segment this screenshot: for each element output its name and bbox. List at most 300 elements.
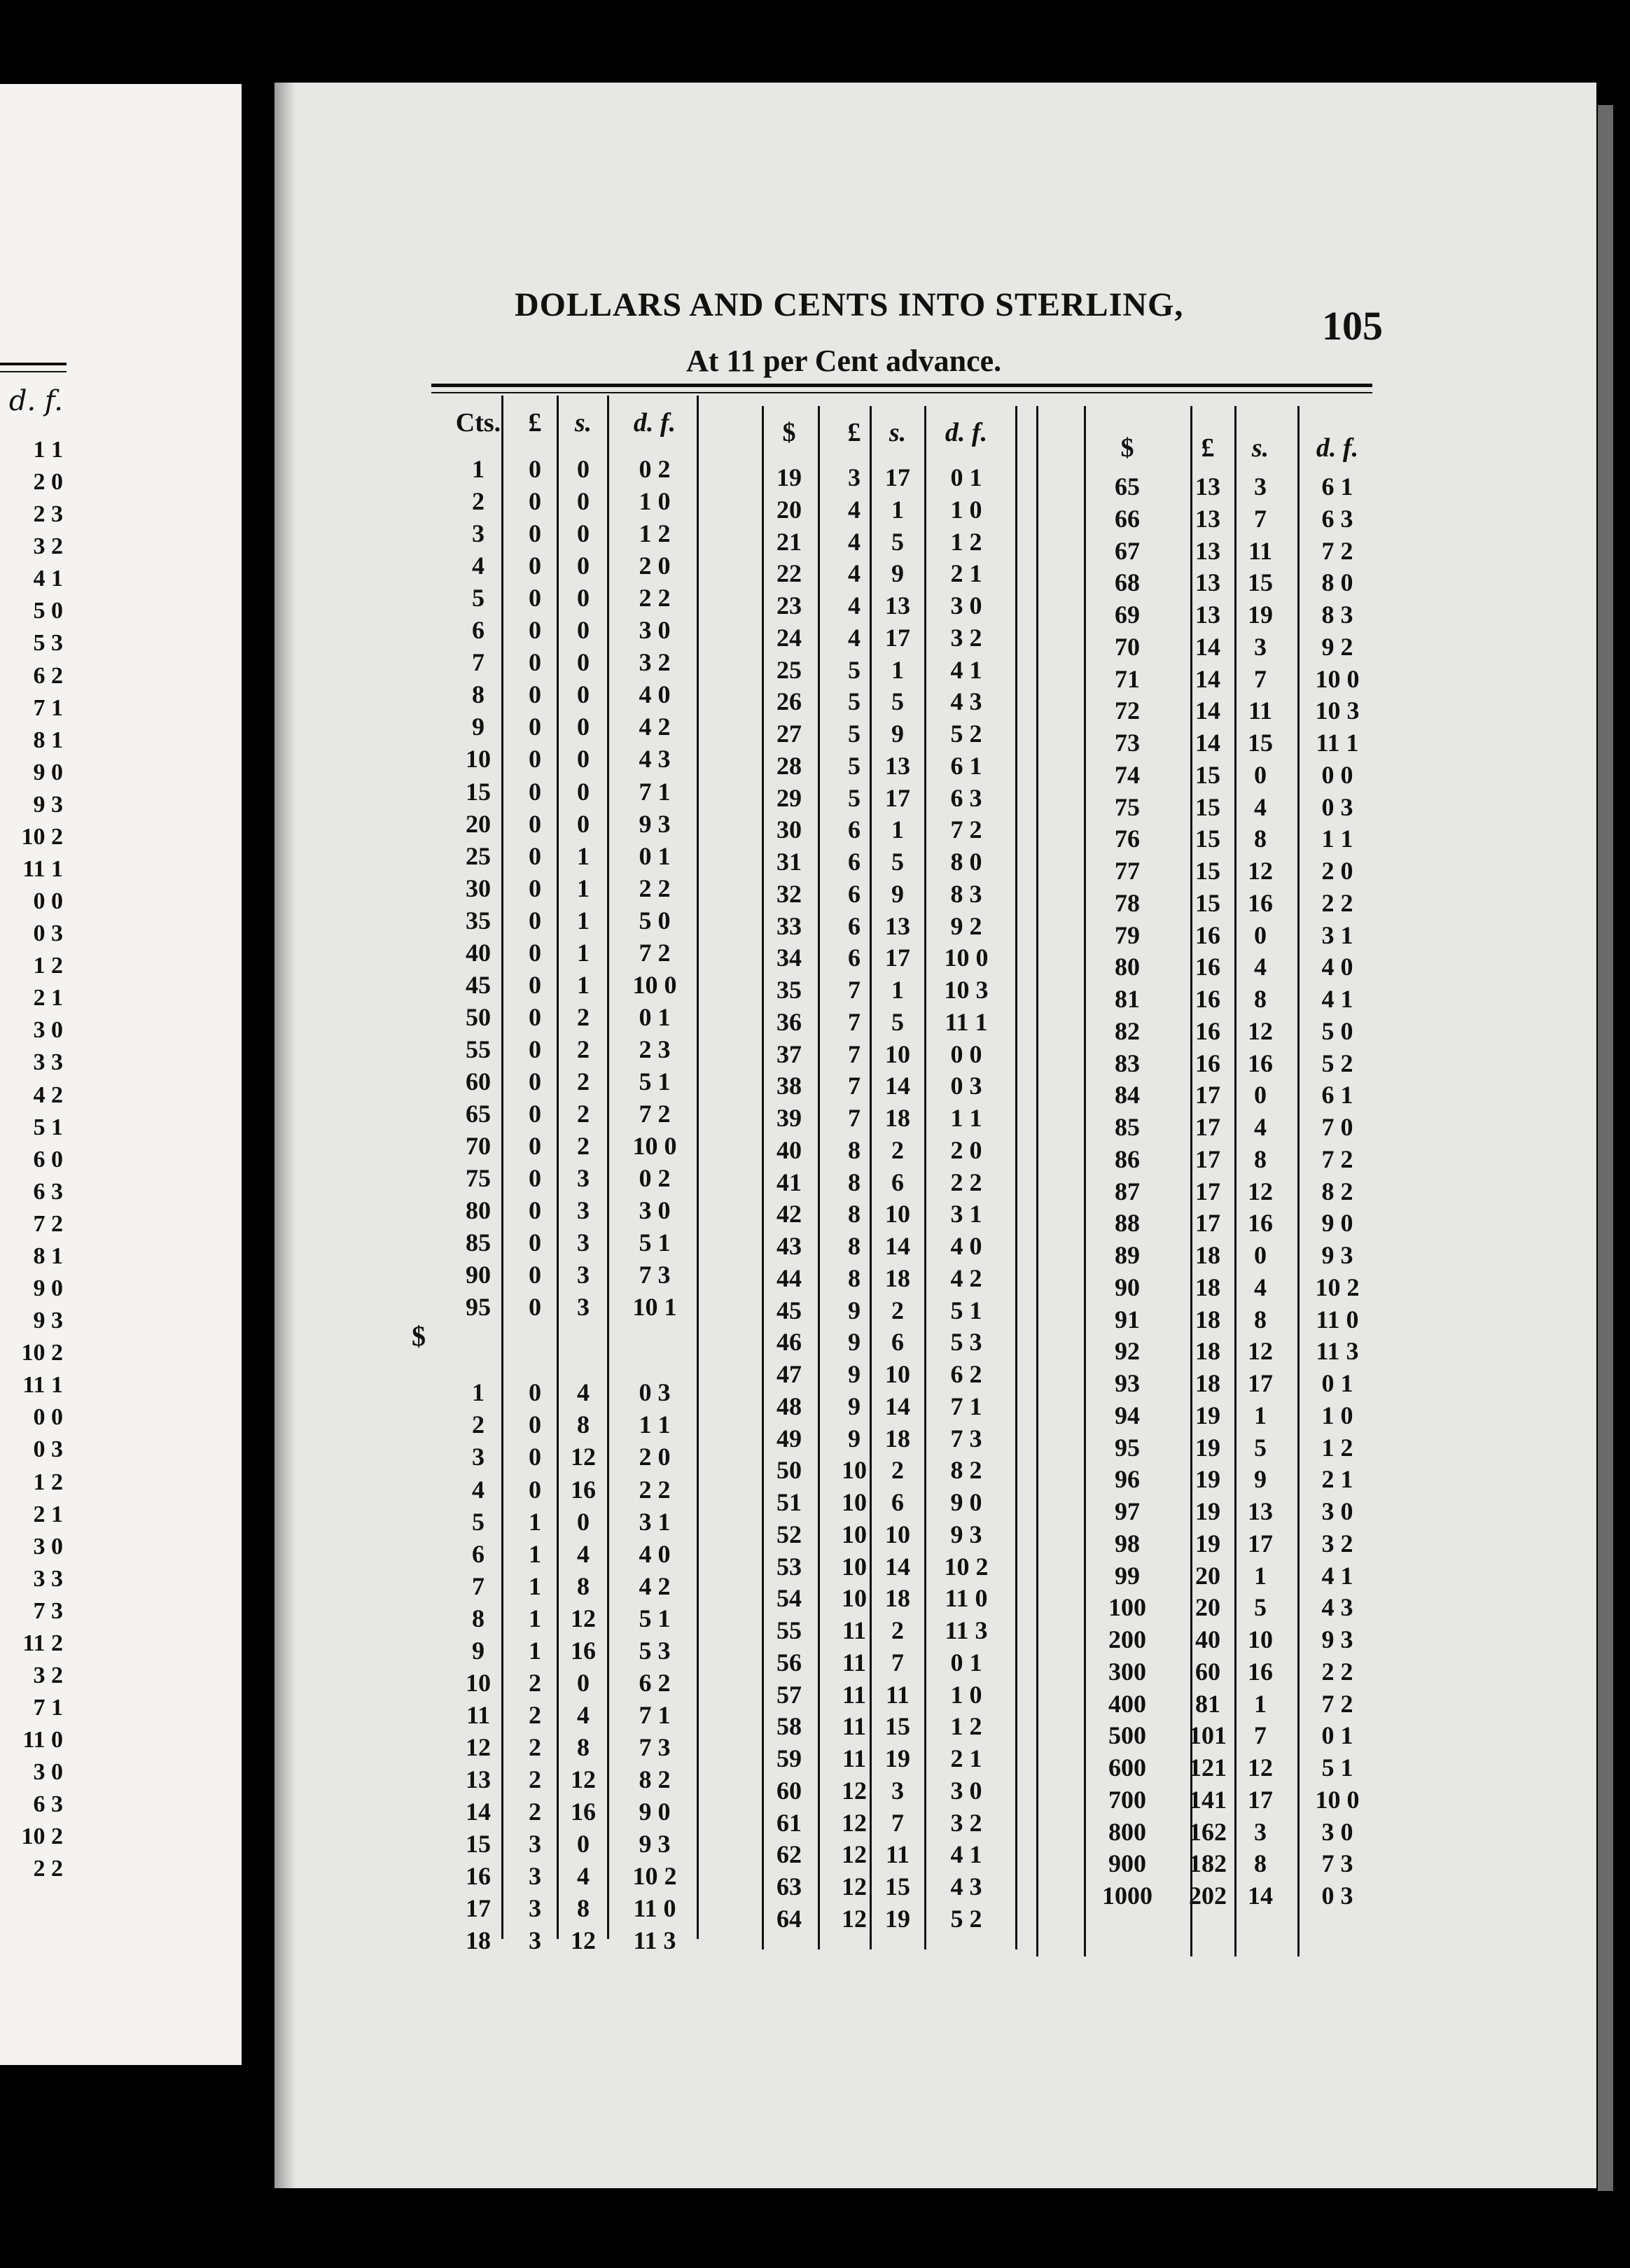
- cell-pence-farthings: 8 2: [950, 1456, 982, 1485]
- cell-pence-farthings: 1 0: [1321, 1401, 1353, 1429]
- cell-pence-farthings: 9 3: [639, 809, 671, 838]
- cell-shillings: 14: [1248, 1882, 1273, 1910]
- cell-pounds: 12: [842, 1808, 867, 1837]
- cell-pence-farthings: 10 2: [632, 1862, 677, 1891]
- cell-pounds: 1: [529, 1507, 541, 1536]
- cell-amount: 5: [472, 584, 485, 612]
- cell-pounds: 5: [848, 751, 861, 780]
- cell-amount: 7: [472, 648, 485, 677]
- cell-pence-farthings: 11 3: [1316, 1337, 1359, 1366]
- cell-shillings: 16: [1248, 1657, 1273, 1686]
- cell-pounds: 0: [529, 1378, 541, 1407]
- cell-pounds: 13: [1195, 504, 1220, 533]
- cell-shillings: 1: [891, 655, 904, 684]
- cell-pounds: 12: [842, 1776, 867, 1805]
- cell-pounds: 121: [1189, 1754, 1227, 1782]
- cell-shillings: 16: [1248, 888, 1273, 917]
- cell-amount: 50: [466, 1002, 491, 1031]
- cell-pounds: 19: [1195, 1529, 1220, 1558]
- cell-pounds: 0: [529, 970, 541, 999]
- cell-shillings: 4: [577, 1378, 590, 1407]
- left-row: 8 1: [33, 1242, 63, 1269]
- cell-pence-farthings: 10 0: [1315, 1785, 1360, 1814]
- cell-shillings: 12: [571, 1443, 596, 1471]
- cell-shillings: 17: [885, 623, 910, 652]
- cell-amount: 67: [1115, 536, 1140, 565]
- cell-pounds: 7: [848, 1040, 861, 1068]
- cell-pounds: 8: [848, 1264, 861, 1292]
- cell-amount: 12: [466, 1732, 491, 1761]
- cell-pounds: 5: [848, 687, 861, 716]
- cell-pounds: 19: [1195, 1497, 1220, 1525]
- cell-pence-farthings: 7 1: [639, 777, 671, 806]
- cell-pounds: 19: [1195, 1433, 1220, 1462]
- cell-pence-farthings: 7 0: [1321, 1113, 1353, 1141]
- cell-amount: 38: [776, 1072, 802, 1100]
- cell-amount: 6: [472, 616, 485, 645]
- cell-shillings: 16: [571, 1475, 596, 1504]
- cell-amount: 71: [1115, 664, 1140, 693]
- cell-shillings: 8: [1254, 1305, 1267, 1334]
- cell-shillings: 7: [891, 1648, 904, 1676]
- cell-pence-farthings: 0 1: [1321, 1721, 1353, 1750]
- cell-pounds: 6: [848, 911, 861, 940]
- cell-shillings: 13: [1248, 1497, 1273, 1525]
- cell-amount: 43: [776, 1232, 802, 1260]
- left-row: 4 2: [33, 1082, 63, 1108]
- left-row: 9 3: [33, 1308, 63, 1334]
- cell-pence-farthings: 3 0: [1321, 1497, 1353, 1525]
- cell-pence-farthings: 0 3: [1321, 1882, 1353, 1910]
- header-shillings: s.: [1251, 433, 1269, 463]
- cell-amount: 60: [466, 1067, 491, 1096]
- cell-amount: 25: [466, 841, 491, 870]
- cell-shillings: 17: [885, 463, 910, 491]
- left-row: 10 2: [21, 1823, 63, 1850]
- cell-pounds: 18: [1195, 1273, 1220, 1301]
- cell-pounds: 0: [529, 1132, 541, 1161]
- cell-shillings: 7: [1254, 1721, 1267, 1750]
- cell-amount: 96: [1115, 1465, 1140, 1494]
- cell-pounds: 0: [529, 487, 541, 516]
- cell-pounds: 16: [1195, 985, 1220, 1013]
- cell-pence-farthings: 5 1: [639, 1228, 671, 1257]
- cell-pence-farthings: 0 0: [950, 1040, 982, 1068]
- cell-pounds: 10: [842, 1456, 867, 1485]
- left-row: 2 3: [33, 501, 63, 528]
- cell-amount: 17: [466, 1894, 491, 1923]
- cell-pence-farthings: 5 1: [1321, 1754, 1353, 1782]
- cell-amount: 6: [472, 1539, 485, 1568]
- left-header-rule-thin: [0, 371, 67, 372]
- cell-amount: 47: [776, 1360, 802, 1388]
- left-row: 0 3: [33, 1436, 63, 1463]
- cell-shillings: 13: [885, 911, 910, 940]
- cell-amount: 69: [1115, 601, 1140, 629]
- cell-pence-farthings: 8 0: [950, 848, 982, 876]
- left-row: 10 2: [21, 823, 63, 850]
- cell-pounds: 17: [1195, 1081, 1220, 1110]
- cell-pounds: 5: [848, 655, 861, 684]
- cell-pence-farthings: 4 0: [1321, 953, 1353, 981]
- cell-pounds: 11: [842, 1680, 866, 1709]
- cell-pounds: 16: [1195, 1016, 1220, 1045]
- cell-amount: 1000: [1102, 1882, 1152, 1910]
- cell-amount: 65: [1115, 472, 1140, 500]
- cell-pence-farthings: 10 2: [1315, 1273, 1360, 1301]
- cell-pounds: 0: [529, 841, 541, 870]
- cell-amount: 2: [472, 487, 485, 516]
- left-row: 3 0: [33, 1017, 63, 1044]
- left-row: 0 0: [33, 1404, 63, 1431]
- header-pounds: £: [847, 418, 861, 447]
- cell-pounds: 20: [1195, 1593, 1220, 1622]
- cell-pence-farthings: 0 3: [639, 1378, 671, 1407]
- cell-pence-farthings: 2 1: [950, 1744, 982, 1772]
- cell-pence-farthings: 0 3: [950, 1072, 982, 1100]
- cell-pence-farthings: 9 2: [950, 911, 982, 940]
- left-row: 5 1: [33, 1114, 63, 1140]
- cell-pounds: 9: [848, 1360, 861, 1388]
- cell-amount: 28: [776, 751, 802, 780]
- cell-pounds: 14: [1195, 696, 1220, 725]
- cell-amount: 83: [1115, 1049, 1140, 1077]
- cell-pounds: 0: [529, 777, 541, 806]
- left-row: 3 3: [33, 1565, 63, 1592]
- cell-amount: 80: [1115, 953, 1140, 981]
- cell-pence-farthings: 11 1: [945, 1007, 988, 1036]
- cell-pounds: 0: [529, 584, 541, 612]
- cell-pounds: 16: [1195, 953, 1220, 981]
- cell-shillings: 2: [577, 1035, 590, 1063]
- cell-shillings: 10: [885, 1520, 910, 1548]
- cell-amount: 800: [1108, 1817, 1146, 1846]
- header-pence-farthings: d. f.: [945, 418, 988, 447]
- cell-shillings: 14: [885, 1552, 910, 1581]
- left-row: 7 1: [33, 694, 63, 721]
- cell-shillings: 5: [891, 527, 904, 556]
- cell-pence-farthings: 1 1: [639, 1410, 671, 1439]
- cell-pence-farthings: 1 2: [639, 519, 671, 548]
- cell-amount: 35: [466, 906, 491, 934]
- cell-amount: 4: [472, 1475, 485, 1504]
- cell-amount: 16: [466, 1862, 491, 1891]
- cell-shillings: 3: [577, 1293, 590, 1322]
- cell-pence-farthings: 10 0: [632, 970, 677, 999]
- cell-pence-farthings: 2 0: [639, 552, 671, 580]
- cell-shillings: 18: [885, 1264, 910, 1292]
- left-row: 3 2: [33, 1662, 63, 1688]
- cell-amount: 48: [776, 1392, 802, 1420]
- cell-amount: 15: [466, 1830, 491, 1858]
- cell-pence-farthings: 9 0: [950, 1488, 982, 1516]
- cell-shillings: 6: [891, 1328, 904, 1357]
- cell-pounds: 0: [529, 616, 541, 645]
- cell-shillings: 1: [1254, 1401, 1267, 1429]
- cell-pence-farthings: 4 0: [950, 1232, 982, 1260]
- cell-pence-farthings: 6 1: [1321, 1081, 1353, 1110]
- cell-shillings: 14: [885, 1232, 910, 1260]
- cell-shillings: 10: [885, 1360, 910, 1388]
- cell-pounds: 202: [1189, 1882, 1227, 1910]
- cell-pounds: 11: [842, 1712, 866, 1741]
- cell-shillings: 4: [1254, 1273, 1267, 1301]
- cell-amount: 41: [776, 1168, 802, 1196]
- cell-shillings: 0: [577, 487, 590, 516]
- cell-pence-farthings: 3 1: [639, 1507, 671, 1536]
- cell-shillings: 2: [891, 1296, 904, 1324]
- cell-amount: 97: [1115, 1497, 1140, 1525]
- cell-amount: 52: [776, 1520, 802, 1548]
- cell-shillings: 3: [1254, 632, 1267, 661]
- cell-shillings: 18: [885, 1104, 910, 1132]
- cell-shillings: 12: [1248, 1754, 1273, 1782]
- cell-pence-farthings: 0 1: [639, 1002, 671, 1031]
- cell-pounds: 9: [848, 1392, 861, 1420]
- cell-pounds: 0: [529, 713, 541, 741]
- cell-shillings: 9: [1254, 1465, 1267, 1494]
- cell-pounds: 18: [1195, 1337, 1220, 1366]
- cell-pence-farthings: 0 1: [950, 1648, 982, 1676]
- cell-shillings: 11: [885, 1840, 910, 1869]
- cell-amount: 55: [776, 1616, 802, 1644]
- cell-shillings: 7: [1254, 664, 1267, 693]
- cell-amount: 27: [776, 720, 802, 748]
- cell-shillings: 12: [1248, 857, 1273, 885]
- cell-shillings: 2: [891, 1616, 904, 1644]
- cell-amount: 300: [1108, 1657, 1146, 1686]
- left-row: 4 1: [33, 566, 63, 592]
- cell-pounds: 10: [842, 1584, 867, 1613]
- cell-pence-farthings: 5 1: [639, 1604, 671, 1632]
- cell-amount: 22: [776, 559, 802, 588]
- cell-pounds: 0: [529, 1410, 541, 1439]
- cell-pence-farthings: 11 3: [633, 1926, 676, 1955]
- cell-pence-farthings: 9 3: [1321, 1241, 1353, 1269]
- cell-shillings: 17: [885, 783, 910, 812]
- cell-pence-farthings: 3 0: [639, 616, 671, 645]
- cell-amount: 72: [1115, 696, 1140, 725]
- cell-amount: 40: [776, 1135, 802, 1164]
- cell-pounds: 19: [1195, 1465, 1220, 1494]
- cell-amount: 80: [466, 1196, 491, 1225]
- cell-pounds: 0: [529, 1228, 541, 1257]
- cell-shillings: 17: [885, 944, 910, 972]
- cell-shillings: 0: [577, 1668, 590, 1697]
- cell-shillings: 0: [577, 745, 590, 774]
- cell-pence-farthings: 6 1: [1321, 472, 1353, 500]
- cell-amount: 88: [1115, 1209, 1140, 1238]
- cell-pence-farthings: 10 0: [944, 944, 989, 972]
- cell-shillings: 8: [577, 1894, 590, 1923]
- cell-shillings: 1: [577, 938, 590, 967]
- cell-pounds: 10: [842, 1488, 867, 1516]
- cell-pounds: 0: [529, 680, 541, 709]
- cell-shillings: 3: [577, 1196, 590, 1225]
- cell-pounds: 16: [1195, 920, 1220, 949]
- cell-shillings: 0: [577, 713, 590, 741]
- cell-shillings: 1: [577, 874, 590, 902]
- cell-pence-farthings: 9 2: [1321, 632, 1353, 661]
- cell-pence-farthings: 8 0: [1321, 568, 1353, 597]
- cell-pounds: 4: [848, 559, 861, 588]
- cell-pence-farthings: 5 0: [1321, 1016, 1353, 1045]
- cell-pence-farthings: 11 0: [1316, 1305, 1359, 1334]
- cell-shillings: 16: [1248, 1209, 1273, 1238]
- cell-pence-farthings: 7 3: [950, 1424, 982, 1452]
- cell-pence-farthings: 9 3: [950, 1520, 982, 1548]
- cell-amount: 34: [776, 944, 802, 972]
- cell-pounds: 6: [848, 879, 861, 908]
- left-row: 7 1: [33, 1695, 63, 1721]
- left-row: 3 3: [33, 1049, 63, 1076]
- cell-pence-farthings: 6 3: [950, 783, 982, 812]
- cell-pence-farthings: 1 0: [639, 487, 671, 516]
- cell-pence-farthings: 7 2: [1321, 1689, 1353, 1718]
- cell-pounds: 7: [848, 976, 861, 1004]
- cell-amount: 31: [776, 848, 802, 876]
- left-row: 0 3: [33, 920, 63, 947]
- cell-pence-farthings: 3 2: [639, 648, 671, 677]
- cell-pence-farthings: 0 1: [950, 463, 982, 491]
- cell-amount: 8: [472, 1604, 485, 1632]
- cell-pence-farthings: 10 0: [1315, 664, 1360, 693]
- cell-pounds: 3: [848, 463, 861, 491]
- cell-pence-farthings: 4 2: [950, 1264, 982, 1292]
- cell-shillings: 1: [891, 976, 904, 1004]
- cell-pence-farthings: 5 3: [950, 1328, 982, 1357]
- cell-amount: 33: [776, 911, 802, 940]
- cell-shillings: 16: [571, 1636, 596, 1665]
- cell-amount: 32: [776, 879, 802, 908]
- cell-pounds: 17: [1195, 1113, 1220, 1141]
- cell-pounds: 4: [848, 592, 861, 620]
- cell-shillings: 0: [577, 777, 590, 806]
- cell-amount: 49: [776, 1424, 802, 1452]
- cell-shillings: 0: [577, 809, 590, 838]
- cell-amount: 61: [776, 1808, 802, 1837]
- left-row: 5 0: [33, 598, 63, 624]
- cell-pence-farthings: 0 2: [639, 455, 671, 483]
- cell-pence-farthings: 7 2: [950, 816, 982, 844]
- cell-pounds: 6: [848, 848, 861, 876]
- cell-pence-farthings: 4 2: [639, 1572, 671, 1600]
- left-row: 9 3: [33, 791, 63, 818]
- cell-amount: 68: [1115, 568, 1140, 597]
- cell-pounds: 0: [529, 552, 541, 580]
- header-rule-thick: [431, 384, 1372, 387]
- cell-pence-farthings: 11 1: [1316, 729, 1359, 757]
- cell-amount: 73: [1115, 729, 1140, 757]
- gutter-shadow: [274, 83, 295, 2188]
- cell-amount: 55: [466, 1035, 491, 1063]
- cell-shillings: 1: [891, 816, 904, 844]
- cell-amount: 5: [472, 1507, 485, 1536]
- cell-pounds: 3: [529, 1926, 541, 1955]
- cell-pence-farthings: 1 0: [950, 495, 982, 524]
- cell-pounds: 13: [1195, 472, 1220, 500]
- column-rule: [1036, 406, 1038, 1956]
- left-row: 0 0: [33, 888, 63, 915]
- cell-pounds: 5: [848, 720, 861, 748]
- cell-amount: 59: [776, 1744, 802, 1772]
- cell-shillings: 12: [1248, 1337, 1273, 1366]
- cell-shillings: 15: [885, 1872, 910, 1900]
- cell-pounds: 9: [848, 1296, 861, 1324]
- cell-pence-farthings: 5 3: [639, 1636, 671, 1665]
- cell-shillings: 1: [577, 841, 590, 870]
- cell-pence-farthings: 5 2: [950, 720, 982, 748]
- cell-shillings: 4: [577, 1539, 590, 1568]
- cell-pence-farthings: 4 1: [950, 1840, 982, 1869]
- cell-amount: 200: [1108, 1625, 1146, 1653]
- cell-pence-farthings: 5 2: [1321, 1049, 1353, 1077]
- cell-pence-farthings: 3 2: [950, 623, 982, 652]
- cell-pounds: 0: [529, 1035, 541, 1063]
- cell-pounds: 17: [1195, 1177, 1220, 1205]
- cell-pence-farthings: 6 2: [639, 1668, 671, 1697]
- cell-pence-farthings: 1 2: [950, 527, 982, 556]
- cell-shillings: 2: [577, 1132, 590, 1161]
- cell-pence-farthings: 1 1: [950, 1104, 982, 1132]
- cell-pence-farthings: 10 1: [632, 1293, 677, 1322]
- cell-pence-farthings: 2 1: [1321, 1465, 1353, 1494]
- cell-pounds: 12: [842, 1904, 867, 1933]
- cell-pence-farthings: 2 2: [1321, 1657, 1353, 1686]
- cell-shillings: 1: [891, 495, 904, 524]
- cell-pounds: 101: [1189, 1721, 1227, 1750]
- cell-pence-farthings: 3 1: [950, 1200, 982, 1228]
- cell-amount: 600: [1108, 1754, 1146, 1782]
- page-edge: [1598, 105, 1613, 2191]
- cell-pounds: 14: [1195, 664, 1220, 693]
- left-page-fragment: [0, 84, 242, 2065]
- left-row: 2 2: [33, 1856, 63, 1882]
- cell-shillings: 0: [577, 616, 590, 645]
- cell-shillings: 0: [1254, 760, 1267, 789]
- cell-pounds: 4: [848, 495, 861, 524]
- cell-pence-farthings: 1 1: [1321, 825, 1353, 853]
- cell-pounds: 0: [529, 1002, 541, 1031]
- cell-pounds: 11: [842, 1616, 866, 1644]
- cell-shillings: 6: [891, 1488, 904, 1516]
- cell-amount: 23: [776, 592, 802, 620]
- cell-pounds: 0: [529, 938, 541, 967]
- cell-amount: 90: [466, 1261, 491, 1289]
- cell-pounds: 1: [529, 1572, 541, 1600]
- cell-pence-farthings: 6 3: [1321, 504, 1353, 533]
- page-number: 105: [1322, 303, 1383, 349]
- cell-shillings: 10: [885, 1040, 910, 1068]
- cell-pence-farthings: 7 2: [1321, 1144, 1353, 1173]
- cell-shillings: 8: [1254, 825, 1267, 853]
- cell-pounds: 40: [1195, 1625, 1220, 1653]
- cell-pence-farthings: 0 1: [639, 841, 671, 870]
- cell-pounds: 3: [529, 1862, 541, 1891]
- cell-amount: 57: [776, 1680, 802, 1709]
- cell-amount: 11: [466, 1700, 490, 1729]
- cell-amount: 10: [466, 1668, 491, 1697]
- cell-amount: 700: [1108, 1785, 1146, 1814]
- cell-pence-farthings: 4 3: [639, 745, 671, 774]
- header-shillings: s.: [889, 418, 907, 447]
- cell-pounds: 81: [1195, 1689, 1220, 1718]
- cell-amount: 58: [776, 1712, 802, 1741]
- cell-amount: 25: [776, 655, 802, 684]
- cell-pounds: 19: [1195, 1401, 1220, 1429]
- cell-amount: 15: [466, 777, 491, 806]
- cell-shillings: 16: [571, 1798, 596, 1826]
